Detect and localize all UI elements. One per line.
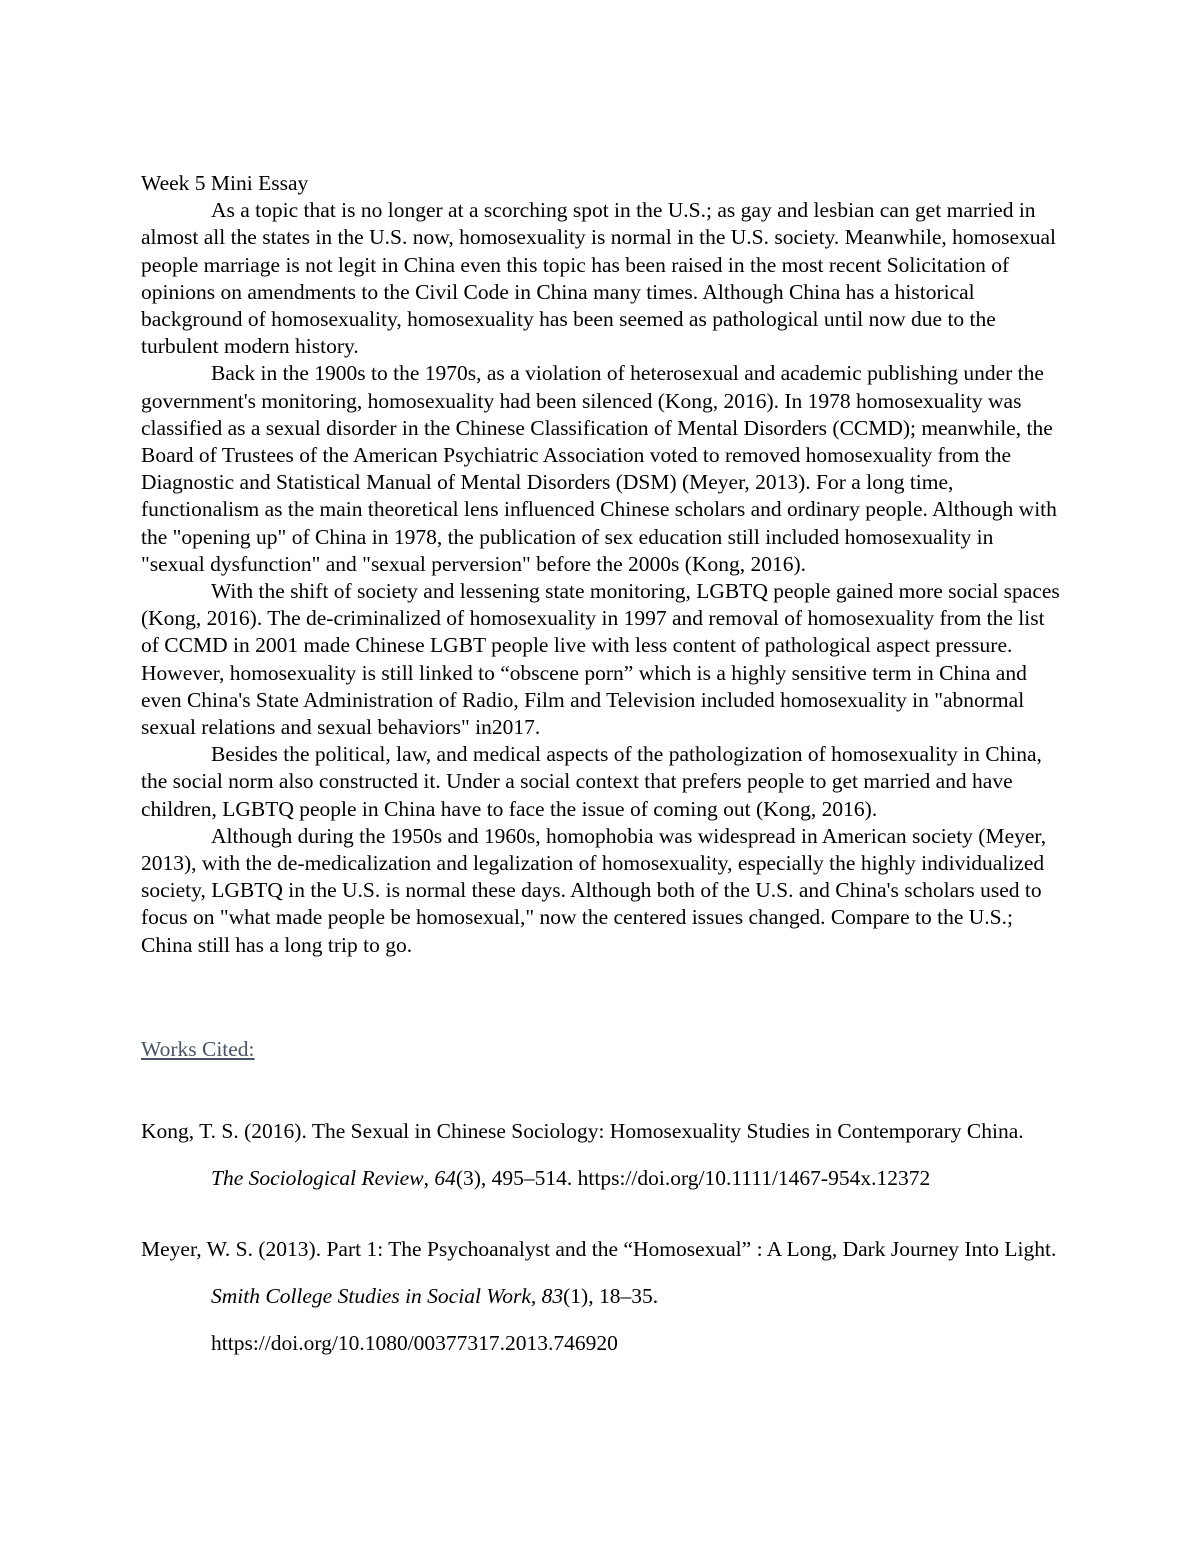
reference-rest: (1), 18–35. https://doi.org/10.1080/00377317.2013.746920 <box>211 1284 659 1355</box>
reference-journal: The Sociological Review <box>211 1166 424 1190</box>
reference-volume: 83 <box>541 1284 564 1308</box>
essay-paragraph-5: Although during the 1950s and 1960s, homophobia was widespread in American society (Meyer, 2013), with the de-medicalization and legalization of homosexuality, especially the highly individualized society, LGBTQ in the U.S. is normal these days. Although both of the U.S. and China's scholars used to focus on "what made people be homosexual," now the centered issues changed. Compare to the U.S.; China still has a long trip to go. <box>141 823 1047 957</box>
reference-list <box>141 1108 1061 1391</box>
essay-paragraph-3: With the shift of society and lessening state monitoring, LGBTQ people gained more social spaces (Kong, 2016). The de-criminalized of homosexuality in 1997 and removal of homosexuality from the list of CCMD in 2001 made Chinese LGBT people live with less content of pathological aspect pressure. However, homosexuality is still linked to “obscene porn” which is a highly sensitive term in China and even China's State Administration of Radio, Film and Television included homosexuality in "abnormal sexual relations and sexual behaviors" in2017. <box>141 579 1060 740</box>
reference-volume: 64 <box>434 1166 456 1190</box>
reference-separator: , <box>530 1284 542 1308</box>
reference-kong-2016 <box>141 1108 1061 1202</box>
essay-body <box>141 170 1061 959</box>
reference-separator: , <box>423 1166 435 1190</box>
reference-meyer-2013 <box>141 1226 1061 1367</box>
reference-rest: (3), 495–514. https://doi.org/10.1111/1467-954x.12372 <box>455 1166 931 1190</box>
reference-lead: Meyer, W. S. (2013). Part 1: The Psychoanalyst and the “Homosexual” : A Long, Dark Journey Into Light. <box>141 1237 1057 1261</box>
essay-title: Week 5 Mini Essay <box>141 171 309 195</box>
essay-paragraph-4: Besides the political, law, and medical aspects of the pathologization of homosexuality in China, the social norm also constructed it. Under a social context that prefers people to get married and have children, LGBTQ people in China have to face the issue of coming out (Kong, 2016). <box>141 742 1042 821</box>
essay-paragraph-2: Back in the 1900s to the 1970s, as a violation of heterosexual and academic publishing under the government's monitoring, homosexuality had been silenced (Kong, 2016). In 1978 homosexuality was classified as a sexual disorder in the Chinese Classification of Mental Disorders (CCMD); meanwhile, the Board of Trustees of the American Psychiatric Association voted to removed homosexuality from the Diagnostic and Statistical Manual of Mental Disorders (DSM) (Meyer, 2013). For a long time, functionalism as the main theoretical lens influenced Chinese scholars and ordinary people. Although with the "opening up" of China in 1978, the publication of sex education still included homosexuality in "sexual dysfunction" and "sexual perversion" before the 2000s (Kong, 2016). <box>141 361 1057 576</box>
reference-lead: Kong, T. S. (2016). The Sexual in Chinese Sociology: Homosexuality Studies in Contemporary China. <box>141 1119 1024 1143</box>
works-cited-heading: Works Cited: <box>141 1037 255 1061</box>
essay-paragraph-1: As a topic that is no longer at a scorching spot in the U.S.; as gay and lesbian can get married in almost all the states in the U.S. now, homosexuality is normal in the U.S. society. Meanwhile, homosexual people marriage is not legit in China even this topic has been raised in the most recent Solicitation of opinions on amendments to the Civil Code in China many times. Although China has a historical background of homosexuality, homosexuality has been seemed as pathological until now due to the turbulent modern history. <box>141 198 1057 359</box>
reference-journal: Smith College Studies in Social Work <box>211 1284 531 1308</box>
